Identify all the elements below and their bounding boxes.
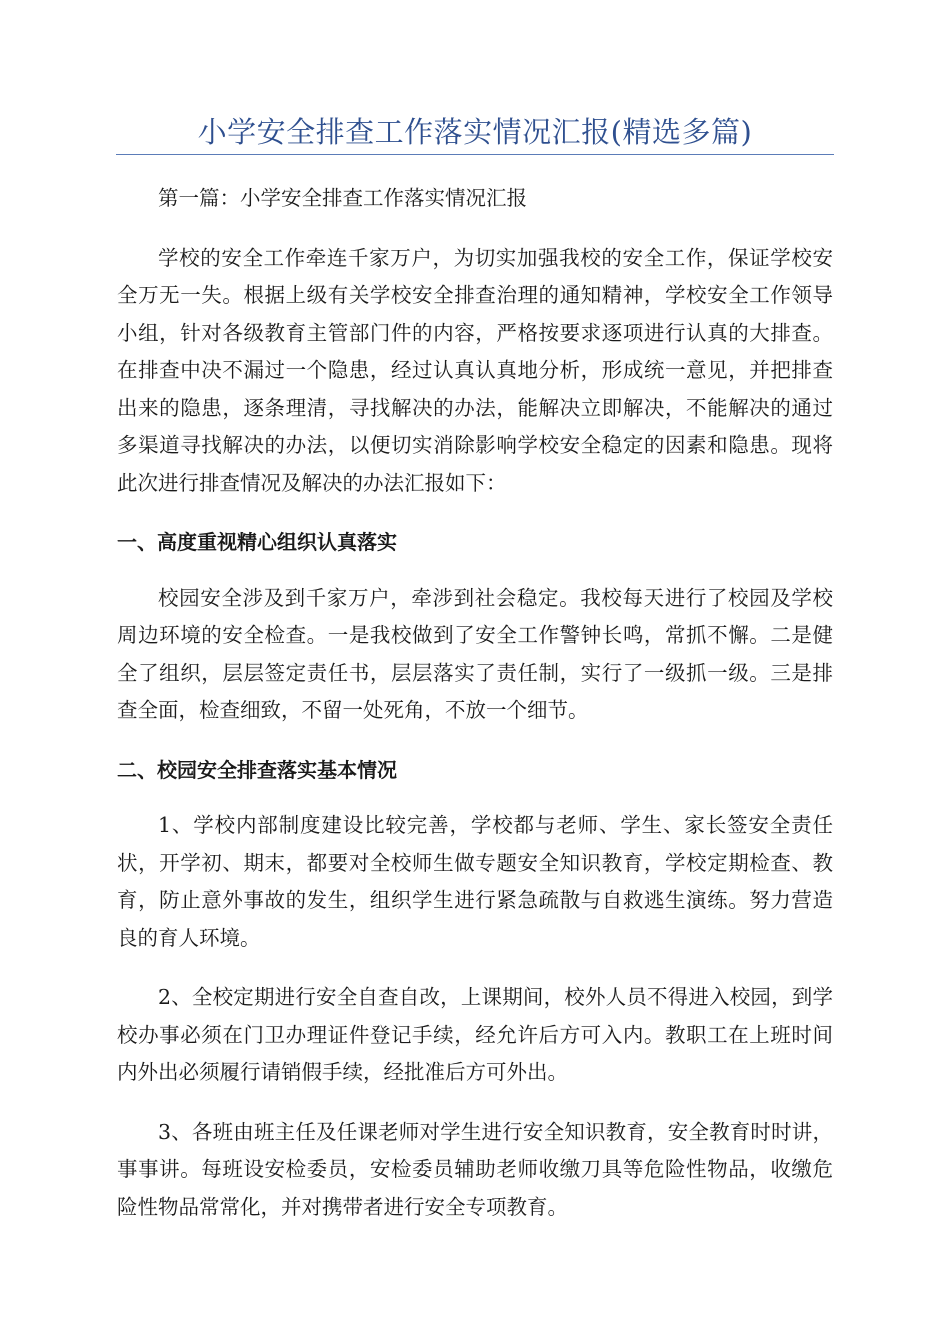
spacer: [117, 1092, 833, 1114]
spacer: [117, 218, 833, 240]
intro-paragraph: 学校的安全工作牵连千家万户，为切实加强我校的安全工作，保证学校安全万无一失。根据上级有关学校安全排查治理的通知精神，学校安全工作领导小组，针对各级教育主管部门件的内容，严格按要求逐项进行认真的大排查。在排查中决不漏过一个隐患，经过认真认真地分析，形成统一意见，并把排查出来的隐患，逐条理清，寻找解决的办法，能解决立即解决，不能解决的通过多渠道寻找解决的办法，以便切实消除影响学校安全稳定的因素和隐患。现将此次进行排查情况及解决的办法汇报如下：: [117, 245, 833, 495]
section-heading-2: 二、校园安全排查落实基本情况: [117, 757, 397, 782]
spacer: [117, 502, 833, 524]
document-body: [117, 180, 833, 1226]
spacer: [117, 957, 833, 979]
subtitle: 第一篇：小学安全排查工作落实情况汇报: [158, 186, 527, 210]
document-title: 小学安全排查工作落实情况汇报(精选多篇): [197, 115, 753, 149]
section-2-paragraph-3: 3、各班由班主任及任课老师对学生进行安全知识教育，安全教育时时讲，事事讲。每班设安检委员，安检委员辅助老师收缴刀具等危险性物品，收缴危险性物品常常化，并对携带者进行安全专项教育。: [117, 1119, 833, 1219]
spacer: [117, 789, 833, 807]
spacer: [117, 730, 833, 752]
section-2-paragraph-1: 1、学校内部制度建设比较完善，学校都与老师、学生、家长签安全责任状，开学初、期末，都要对全校师生做专题安全知识教育，学校定期检查、教育，防止意外事故的发生，组织学生进行紧急疏散与自救逃生演练。努力营造良的育人环境。: [117, 813, 833, 950]
spacer: [117, 562, 833, 580]
section-1-paragraph-1: 校园安全涉及到千家万户，牵涉到社会稳定。我校每天进行了校园及学校周边环境的安全检查。一是我校做到了安全工作警钟长鸣，常抓不懈。二是健全了组织，层层签定责任书，层层落实了责任制，实行了一级抓一级。三是排查全面，检查细致，不留一处死角，不放一个细节。: [117, 585, 833, 722]
title-underline: [116, 154, 834, 155]
section-2-paragraph-2: 2、全校定期进行安全自查自改，上课期间，校外人员不得进入校园，到学校办事必须在门卫办理证件登记手续，经允许后方可入内。教职工在上班时间内外出必须履行请销假手续，经批准后方可外出。: [117, 985, 833, 1084]
section-heading-1: 一、高度重视精心组织认真落实: [117, 530, 397, 554]
